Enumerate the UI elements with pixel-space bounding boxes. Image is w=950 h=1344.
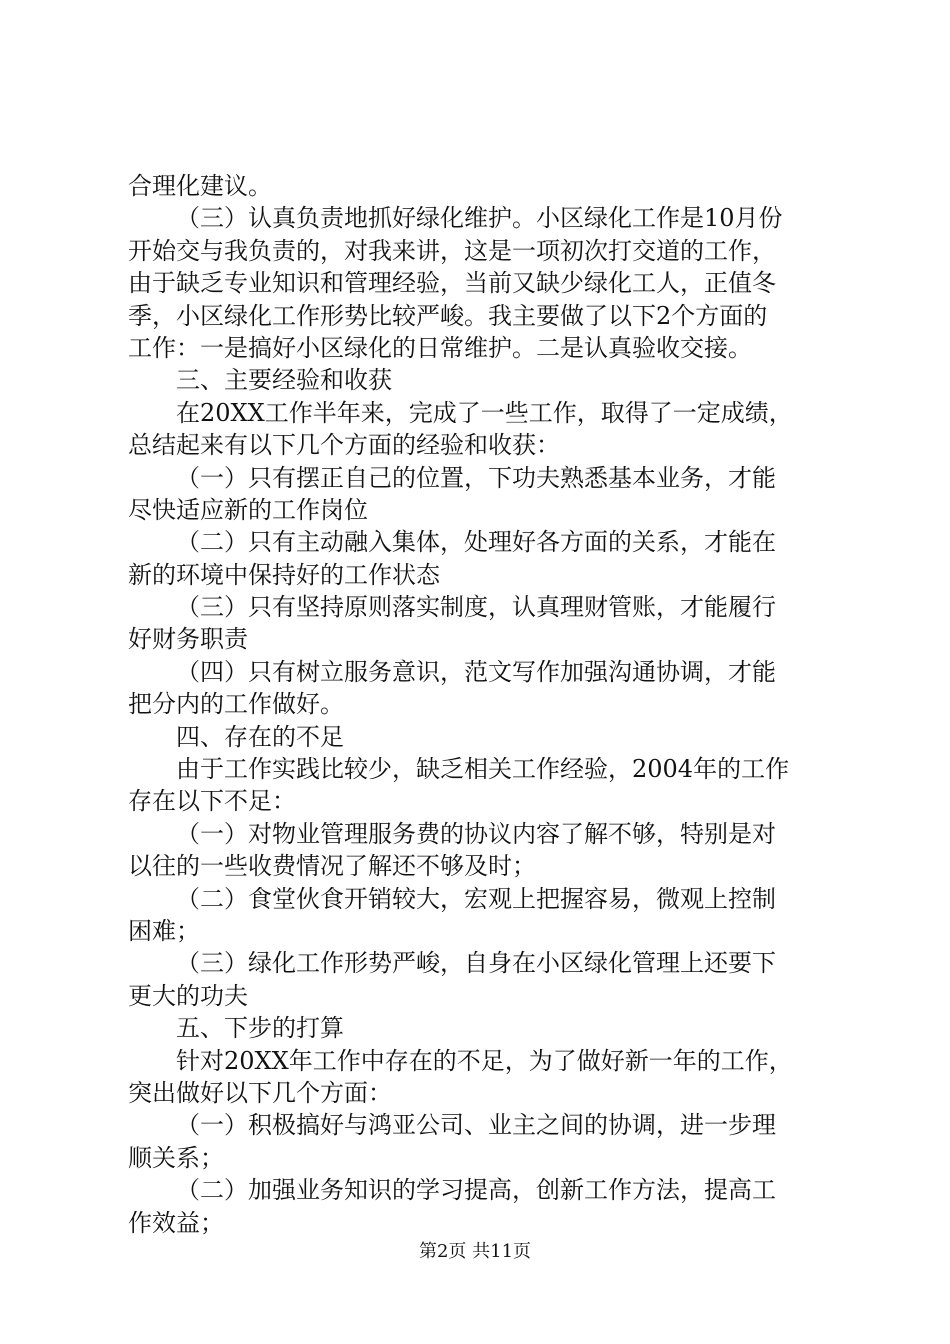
text-line: 针对20XX年工作中存在的不足，为了做好新一年的工作， [176,1046,793,1075]
text-line: 三、主要经验和收获 [176,366,392,395]
text-line: 由于工作实践比较少，缺乏相关工作经验，2004年的工作 [176,755,790,784]
text-line: （三）只有坚持原则落实制度，认真理财管账，才能履行 [176,593,776,622]
text-line: （二）食堂伙食开销较大，宏观上把握容易，微观上控制 [176,884,776,913]
text-line: 五、下步的打算 [176,1014,344,1043]
document-body [128,170,834,1239]
text-line: 开始交与我负责的，对我来讲，这是一项初次打交道的工作， [128,236,776,265]
text-line: 总结起来有以下几个方面的经验和收获： [128,431,560,460]
text-line: 季，小区绿化工作形势比较严峻。我主要做了以下2个方面的 [128,301,768,330]
text-line: （一）只有摆正自己的位置，下功夫熟悉基本业务，才能 [176,463,776,492]
text-line: 合理化建议。 [128,172,272,200]
text-line: 在20XX工作半年来，完成了一些工作，取得了一定成绩， [176,398,793,427]
text-line: 尽快适应新的工作岗位 [128,495,368,524]
text-line: （三）认真负责地抓好绿化维护。小区绿化工作是10月份 [176,204,783,233]
text-line: （一）对物业管理服务费的协议内容了解不够，特别是对 [176,819,776,848]
text-line: 新的环境中保持好的工作状态 [128,560,440,589]
text-line: 更大的功夫 [128,981,248,1010]
text-line: 工作：一是搞好小区绿化的日常维护。二是认真验收交接。 [128,333,752,362]
text-line: 由于缺乏专业知识和管理经验，当前又缺少绿化工人，正值冬 [128,269,776,298]
text-line: 突出做好以下几个方面： [128,1078,392,1107]
text-line: 把分内的工作做好。 [128,690,344,719]
text-line: 存在以下不足： [128,787,296,816]
text-line: 好财务职责 [128,625,248,654]
text-line: （二）只有主动融入集体，处理好各方面的关系，才能在 [176,528,776,557]
text-line: （三）绿化工作形势严峻，自身在小区绿化管理上还要下 [176,949,776,978]
text-line: （四）只有树立服务意识，范文写作加强沟通协调，才能 [176,657,776,686]
text-line: 以往的一些收费情况了解还不够及时； [128,852,536,881]
text-line: 顺关系； [128,1143,224,1172]
text-line: （一）积极搞好与鸿亚公司、业主之间的协调，进一步理 [176,1111,776,1140]
text-line: 四、存在的不足 [176,722,344,751]
text-line: （二）加强业务知识的学习提高，创新工作方法，提高工 [176,1176,776,1205]
text-line: 困难； [128,916,200,945]
text-line: 作效益； [128,1208,224,1237]
page-number-footer: 第2页 共11页 [418,1241,532,1262]
